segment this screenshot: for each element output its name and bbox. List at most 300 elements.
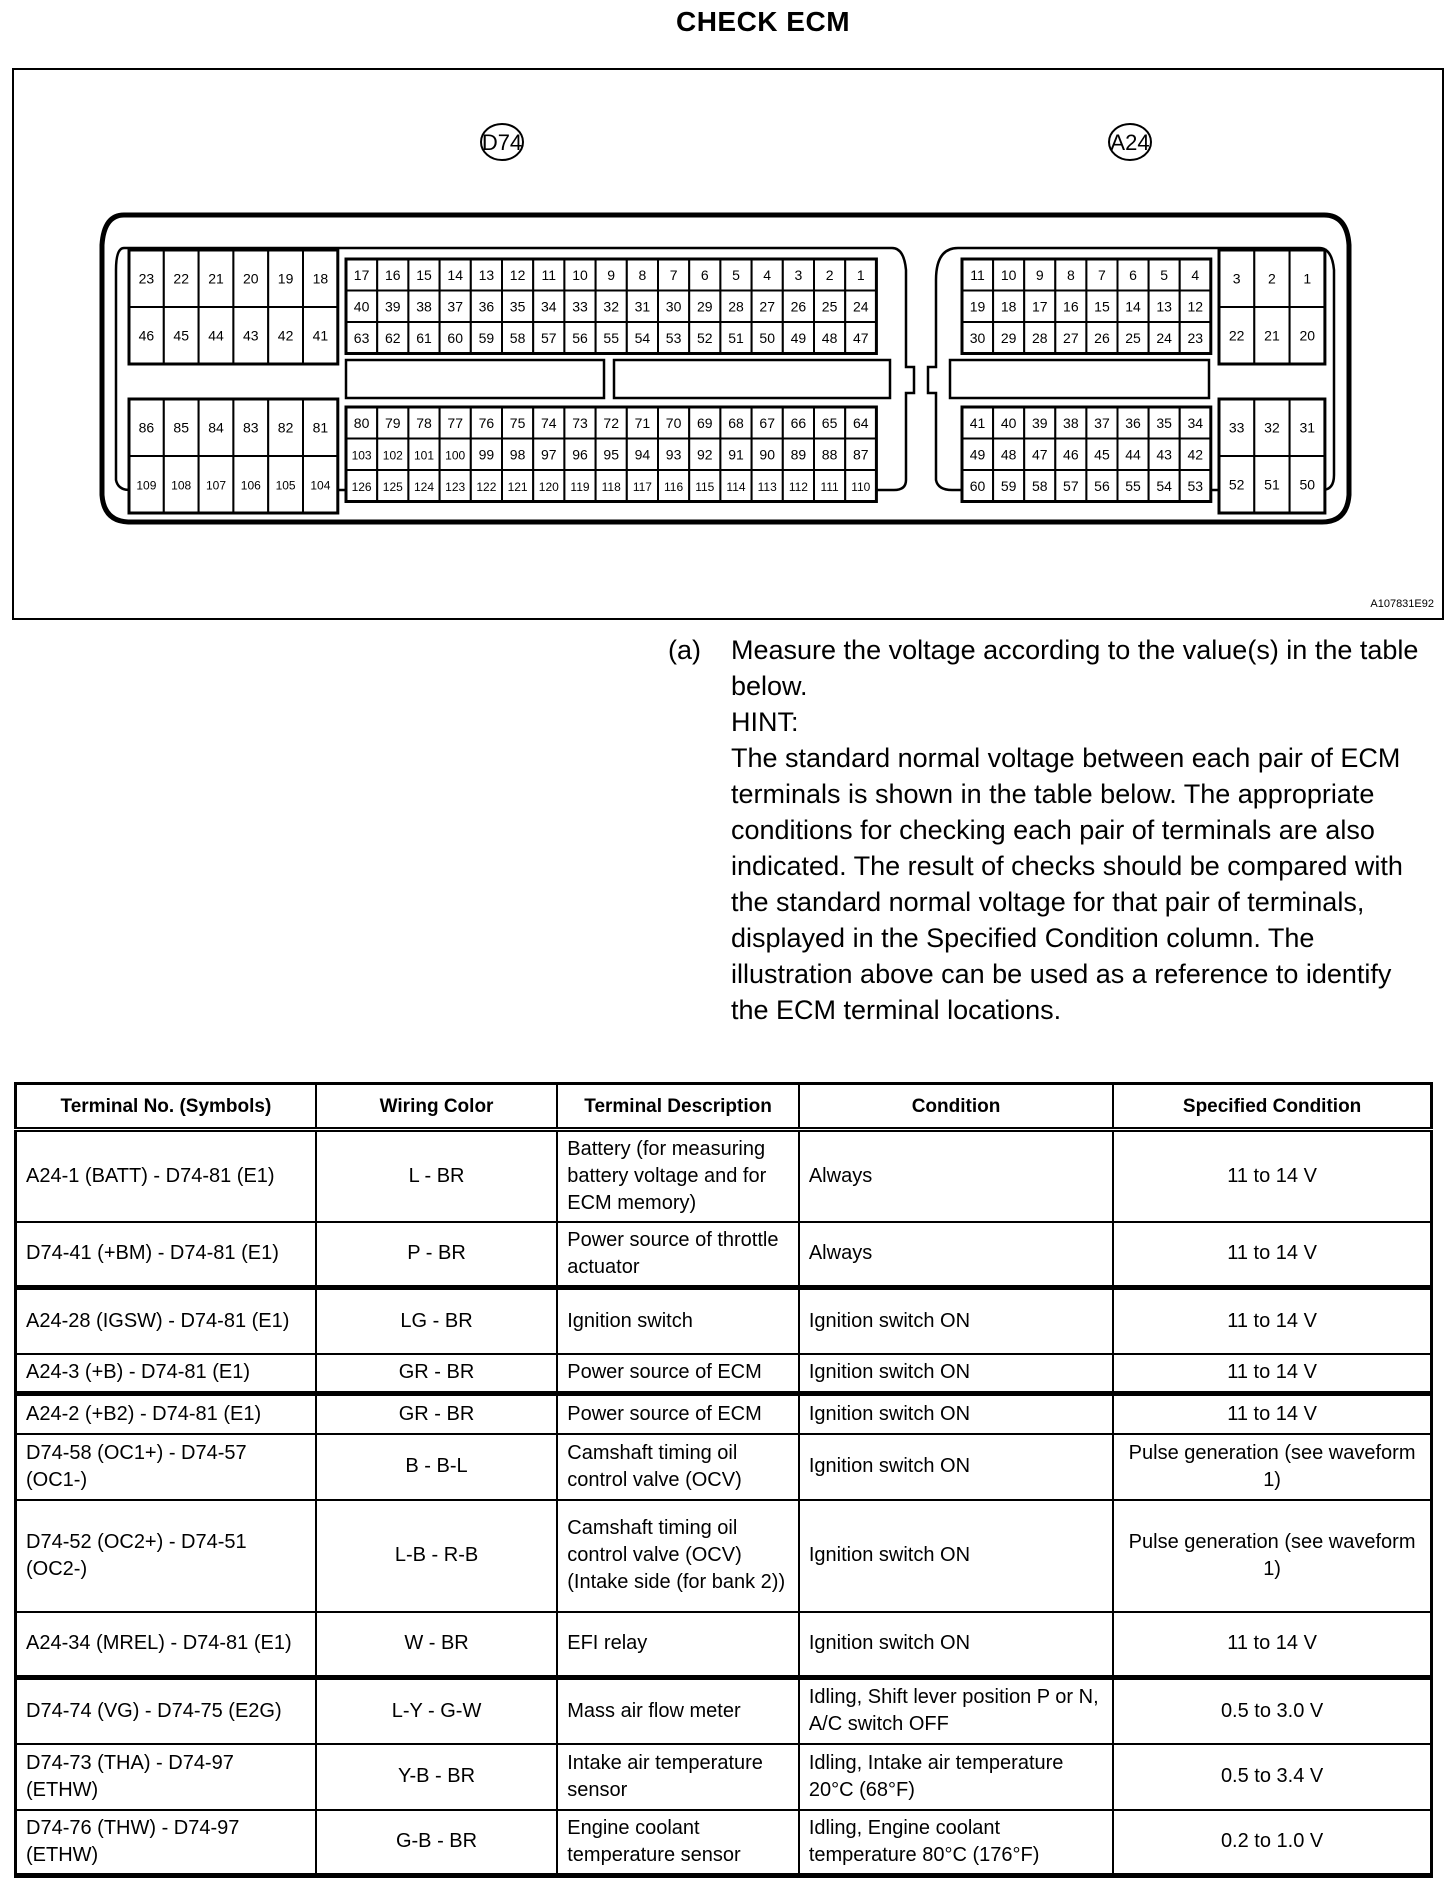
pin-terminal (689, 291, 720, 323)
pin-terminal (720, 470, 751, 502)
pin-number: 103 (351, 448, 372, 463)
pin-number: 58 (509, 329, 526, 346)
pin-terminal (303, 399, 338, 456)
instruction-body (731, 632, 1431, 1028)
pin-number: 10 (572, 266, 588, 283)
pin-terminal (658, 322, 689, 354)
pin-number: 3 (794, 266, 803, 283)
pin-number: 83 (243, 419, 259, 436)
pin-number: 34 (1187, 414, 1204, 431)
pin-terminal (596, 407, 627, 439)
pin-number: 5 (732, 266, 740, 283)
cell-specified-condition: 0.5 to 3.4 V (1113, 1744, 1431, 1810)
table-row (16, 1678, 1432, 1744)
pin-number: 117 (632, 479, 652, 494)
pin-terminal (783, 407, 814, 439)
pin-terminal (596, 470, 627, 502)
pin-number: 104 (310, 478, 331, 493)
pin-number: 82 (277, 419, 294, 436)
pin-terminal (440, 322, 471, 354)
pin-number: 36 (1125, 414, 1141, 431)
pin-number: 74 (541, 414, 557, 431)
pin-terminal (346, 439, 377, 471)
pin-number: 119 (570, 479, 590, 494)
pin-terminal (1086, 470, 1117, 502)
pin-terminal (471, 291, 502, 323)
step-text: Measure the voltage according to the value(s) in the table below. (731, 635, 1419, 701)
cell-specified-condition: 11 to 14 V (1113, 1288, 1431, 1354)
cell-terminal: D74-74 (VG) - D74-75 (E2G) (16, 1678, 316, 1744)
pin-terminal (502, 259, 533, 291)
pin-number: 80 (353, 414, 370, 431)
cell-condition: Idling, Engine coolant temperature 80°C (176°F) (799, 1810, 1113, 1876)
pin-number: 18 (312, 270, 329, 287)
pin-terminal (303, 307, 338, 364)
pin-terminal (1055, 259, 1086, 291)
table-row (16, 1744, 1432, 1810)
pin-terminal (164, 456, 199, 513)
pin-terminal (993, 407, 1024, 439)
pin-terminal (564, 470, 595, 502)
pin-number: 32 (603, 298, 619, 315)
pin-terminal (814, 439, 845, 471)
pin-number: 13 (478, 266, 495, 283)
pin-terminal (658, 407, 689, 439)
pin-terminal (1024, 322, 1055, 354)
cell-specified-condition: 11 to 14 V (1113, 1354, 1431, 1394)
pin-number: 1 (1303, 270, 1312, 287)
pin-number: 9 (1035, 266, 1044, 283)
pin-number: 77 (447, 414, 463, 431)
pin-terminal (377, 439, 408, 471)
cell-wiring-color: L-B - R-B (316, 1500, 557, 1612)
pin-number: 78 (416, 414, 432, 431)
pin-number: 79 (385, 414, 401, 431)
pin-terminal (268, 250, 303, 307)
pin-number: 1 (856, 266, 865, 283)
pin-terminal (1055, 291, 1086, 323)
pin-terminal (408, 291, 439, 323)
pin-number: 14 (1125, 298, 1141, 315)
pin-terminal (1086, 407, 1117, 439)
pin-number: 26 (1094, 329, 1110, 346)
pin-terminal (533, 291, 564, 323)
pin-number: 108 (171, 478, 192, 493)
cell-terminal: D74-76 (THW) - D74-97 (ETHW) (16, 1810, 316, 1876)
pin-terminal (533, 259, 564, 291)
label-text: A24 (1110, 130, 1150, 155)
pin-number: 69 (697, 414, 713, 431)
pin-number: 29 (697, 298, 713, 315)
pin-number: 100 (445, 448, 466, 463)
pin-terminal (471, 322, 502, 354)
pin-number: 42 (277, 327, 294, 344)
pin-terminal (962, 407, 993, 439)
pin-number: 18 (1000, 298, 1017, 315)
pin-number: 42 (1187, 446, 1204, 463)
pin-terminal (564, 291, 595, 323)
header-specified-condition: Specified Condition (1113, 1084, 1431, 1130)
table-row (16, 1810, 1432, 1876)
figure-id: A107831E92 (1370, 598, 1434, 610)
pin-number: 31 (634, 298, 651, 315)
table-row (16, 1130, 1432, 1222)
table-row (16, 1612, 1432, 1678)
pin-number: 15 (1094, 298, 1110, 315)
pin-terminal (1086, 439, 1117, 471)
pin-terminal (1086, 259, 1117, 291)
pin-number: 21 (208, 270, 224, 287)
pin-terminal (993, 259, 1024, 291)
pin-number: 110 (851, 479, 871, 494)
pin-terminal (1024, 470, 1055, 502)
pin-terminal (1149, 470, 1180, 502)
pin-number: 46 (1063, 446, 1079, 463)
pin-number: 55 (603, 329, 619, 346)
pin-terminal (1219, 307, 1254, 364)
cell-specified-condition: Pulse generation (see waveform 1) (1113, 1500, 1431, 1612)
pin-terminal (440, 259, 471, 291)
pin-number: 4 (763, 266, 772, 283)
pin-number: 56 (572, 329, 588, 346)
pin-number: 9 (607, 266, 616, 283)
pin-number: 70 (665, 414, 682, 431)
d74-latch-bar-left (346, 360, 604, 398)
pin-terminal (627, 322, 658, 354)
pin-terminal (408, 322, 439, 354)
pin-terminal (346, 322, 377, 354)
cell-description: Camshaft timing oil control valve (OCV) (557, 1434, 799, 1500)
header-terminal: Terminal No. (Symbols) (16, 1084, 316, 1130)
pin-number: 56 (1094, 477, 1110, 494)
pin-terminal (1254, 307, 1289, 364)
pin-number: 86 (138, 419, 155, 436)
pin-terminal (440, 407, 471, 439)
a24-pin-block (962, 407, 1211, 502)
pin-terminal (564, 259, 595, 291)
pin-number: 75 (509, 414, 526, 431)
pin-number: 24 (1156, 329, 1172, 346)
pin-terminal (658, 259, 689, 291)
pin-number: 8 (1066, 266, 1075, 283)
pin-terminal (164, 307, 199, 364)
pin-number: 68 (728, 414, 744, 431)
pin-number: 66 (790, 414, 807, 431)
cell-specified-condition: 11 to 14 V (1113, 1222, 1431, 1288)
pin-number: 10 (1000, 266, 1017, 283)
pin-number: 118 (601, 479, 621, 494)
pin-number: 27 (1063, 329, 1079, 346)
pin-terminal (533, 470, 564, 502)
pin-number: 3 (1232, 270, 1241, 287)
pin-terminal (1055, 407, 1086, 439)
table-row (16, 1434, 1432, 1500)
pin-terminal (1024, 291, 1055, 323)
a24-latch-bar (950, 360, 1209, 398)
pin-number: 22 (173, 270, 189, 287)
pin-terminal (1254, 250, 1289, 307)
pin-terminal (845, 291, 876, 323)
pin-terminal (1118, 291, 1149, 323)
pin-terminal (962, 470, 993, 502)
pin-terminal (199, 456, 234, 513)
pin-number: 60 (447, 329, 463, 346)
pin-terminal (845, 439, 876, 471)
pin-number: 30 (969, 329, 986, 346)
pin-number: 19 (277, 270, 294, 287)
pin-terminal (233, 307, 268, 364)
cell-terminal: D74-52 (OC2+) - D74-51 (OC2-) (16, 1500, 316, 1612)
cell-specified-condition: 11 to 14 V (1113, 1394, 1431, 1434)
cell-terminal: D74-58 (OC1+) - D74-57 (OC1-) (16, 1434, 316, 1500)
pin-number: 44 (208, 327, 224, 344)
pin-terminal (962, 322, 993, 354)
pin-number: 90 (759, 446, 775, 463)
pin-terminal (377, 291, 408, 323)
pin-number: 35 (509, 298, 526, 315)
pin-number: 124 (413, 479, 435, 494)
pin-number: 89 (790, 446, 807, 463)
pin-terminal (233, 456, 268, 513)
pin-number: 11 (541, 266, 557, 283)
pin-terminal (564, 407, 595, 439)
pin-terminal (993, 439, 1024, 471)
pin-terminal (502, 439, 533, 471)
pin-terminal (1219, 250, 1254, 307)
pin-number: 92 (697, 446, 713, 463)
pin-number: 112 (788, 479, 808, 494)
cell-condition: Idling, Intake air temperature 20°C (68°F) (799, 1744, 1113, 1810)
pin-terminal (814, 470, 845, 502)
pin-number: 28 (1031, 329, 1048, 346)
header-wiring-color: Wiring Color (316, 1084, 557, 1130)
pin-number: 122 (476, 479, 497, 494)
pin-terminal (1149, 407, 1180, 439)
pin-terminal (1118, 470, 1149, 502)
pin-terminal (502, 322, 533, 354)
header-description: Terminal Description (557, 1084, 799, 1130)
cell-wiring-color: L - BR (316, 1130, 557, 1222)
pin-number: 26 (790, 298, 807, 315)
connector-diagram-frame (12, 68, 1444, 620)
pin-number: 46 (138, 327, 155, 344)
pin-terminal (1254, 456, 1289, 513)
pin-terminal (533, 439, 564, 471)
pin-terminal (752, 439, 783, 471)
table-header-row (16, 1084, 1432, 1130)
table-row (16, 1222, 1432, 1288)
pin-terminal (1055, 439, 1086, 471)
pin-number: 44 (1125, 446, 1141, 463)
pin-terminal (1118, 322, 1149, 354)
pin-terminal (1290, 456, 1325, 513)
pin-terminal (689, 322, 720, 354)
pin-number: 20 (243, 270, 259, 287)
pin-terminal (596, 291, 627, 323)
pin-number: 6 (1129, 266, 1137, 283)
pin-number: 12 (509, 266, 526, 283)
pin-number: 45 (173, 327, 189, 344)
pin-number: 59 (1000, 477, 1017, 494)
cell-specified-condition: 0.2 to 1.0 V (1113, 1810, 1431, 1876)
pin-number: 109 (136, 478, 157, 493)
pin-number: 57 (541, 329, 557, 346)
pin-terminal (1180, 322, 1211, 354)
cell-wiring-color: B - B-L (316, 1434, 557, 1500)
cell-condition: Ignition switch ON (799, 1354, 1113, 1394)
pin-number: 12 (1187, 298, 1204, 315)
pin-number: 6 (700, 266, 709, 283)
pin-number: 64 (853, 414, 869, 431)
pin-number: 39 (385, 298, 401, 315)
pin-terminal (814, 407, 845, 439)
pin-terminal (268, 399, 303, 456)
pin-terminal (164, 399, 199, 456)
pin-number: 49 (969, 446, 986, 463)
pin-number: 11 (970, 266, 985, 283)
pin-number: 84 (208, 419, 224, 436)
pin-terminal (689, 407, 720, 439)
pin-terminal (993, 291, 1024, 323)
pin-terminal (1086, 291, 1117, 323)
pin-terminal (440, 291, 471, 323)
connector-label-a24 (1109, 124, 1151, 160)
cell-specified-condition: 0.5 to 3.0 V (1113, 1678, 1431, 1744)
cell-wiring-color: Y-B - BR (316, 1744, 557, 1810)
pin-terminal (1219, 456, 1254, 513)
pin-number: 67 (759, 414, 775, 431)
pin-terminal (129, 456, 164, 513)
terminal-voltage-table (14, 1082, 1433, 1878)
pin-terminal (1180, 291, 1211, 323)
pin-number: 24 (853, 298, 869, 315)
cell-description: Camshaft timing oil control valve (OCV) (Intake side (for bank 2)) (557, 1500, 799, 1612)
cell-condition: Ignition switch ON (799, 1434, 1113, 1500)
pin-terminal (1180, 439, 1211, 471)
pin-terminal (1149, 259, 1180, 291)
pin-number: 51 (728, 329, 744, 346)
a24-pin-block (1219, 250, 1325, 364)
pin-number: 32 (1264, 419, 1280, 436)
pin-terminal (752, 259, 783, 291)
pin-number: 59 (478, 329, 495, 346)
pin-number: 55 (1125, 477, 1141, 494)
step-marker: (a) (668, 635, 701, 665)
pin-number: 47 (1031, 446, 1048, 463)
pin-number: 41 (969, 414, 986, 431)
pin-terminal (377, 407, 408, 439)
pin-terminal (845, 259, 876, 291)
pin-number: 8 (638, 266, 647, 283)
cell-condition: Ignition switch ON (799, 1288, 1113, 1354)
pin-terminal (814, 259, 845, 291)
pin-number: 107 (205, 478, 227, 493)
pin-number: 85 (173, 419, 189, 436)
pin-number: 105 (275, 478, 296, 493)
pin-number: 81 (312, 419, 329, 436)
pin-number: 16 (385, 266, 401, 283)
pin-terminal (720, 439, 751, 471)
cell-condition: Always (799, 1222, 1113, 1288)
pin-terminal (627, 470, 658, 502)
pin-terminal (627, 291, 658, 323)
pin-terminal (502, 470, 533, 502)
pin-number: 17 (353, 266, 370, 283)
pin-terminal (962, 291, 993, 323)
cell-description: Power source of ECM (557, 1394, 799, 1434)
cell-terminal: A24-34 (MREL) - D74-81 (E1) (16, 1612, 316, 1678)
pin-number: 43 (243, 327, 259, 344)
pin-terminal (377, 259, 408, 291)
pin-number: 28 (728, 298, 744, 315)
cell-terminal: A24-1 (BATT) - D74-81 (E1) (16, 1130, 316, 1222)
pin-number: 95 (603, 446, 619, 463)
pin-number: 23 (138, 270, 155, 287)
pin-number: 48 (821, 329, 838, 346)
hint-text: The standard normal voltage between each pair of ECM terminals is shown in the table below. The appropriate conditions for checking each pair of terminals are also indicated. The result of checks should be compared with the standard normal voltage for that pair of terminals, displayed in the Specified Condition column. The illustration above can be used as a reference to identify the ECM terminal locations. (731, 743, 1403, 1025)
pin-number: 52 (697, 329, 713, 346)
page-title: CHECK ECM (675, 6, 851, 37)
pin-terminal (720, 259, 751, 291)
pin-terminal (627, 407, 658, 439)
pin-number: 34 (541, 298, 557, 315)
pin-terminal (502, 291, 533, 323)
pin-terminal (1055, 322, 1086, 354)
pin-terminal (440, 439, 471, 471)
cell-wiring-color: G-B - BR (316, 1810, 557, 1876)
pin-terminal (346, 470, 377, 502)
pin-terminal (346, 259, 377, 291)
pin-terminal (993, 322, 1024, 354)
pin-number: 21 (1264, 327, 1280, 344)
pin-number: 54 (1156, 477, 1172, 494)
pin-number: 31 (1299, 419, 1316, 436)
pin-number: 113 (757, 479, 777, 494)
pin-number: 62 (385, 329, 401, 346)
cell-specified-condition: 11 to 14 V (1113, 1130, 1431, 1222)
pin-terminal (564, 439, 595, 471)
pin-number: 13 (1156, 298, 1172, 315)
pin-terminal (720, 291, 751, 323)
pin-number: 48 (1000, 446, 1017, 463)
pin-terminal (564, 322, 595, 354)
pin-number: 58 (1031, 477, 1048, 494)
pin-number: 20 (1299, 327, 1316, 344)
pin-terminal (199, 250, 234, 307)
pin-terminal (533, 407, 564, 439)
pin-terminal (1024, 259, 1055, 291)
pin-number: 29 (1000, 329, 1017, 346)
pin-terminal (783, 259, 814, 291)
a24-pin-block (962, 259, 1211, 354)
pin-terminal (783, 322, 814, 354)
pin-number: 94 (634, 446, 651, 463)
pin-number: 93 (665, 446, 682, 463)
cell-specified-condition: Pulse generation (see waveform 1) (1113, 1434, 1431, 1500)
pin-number: 17 (1031, 298, 1048, 315)
pin-number: 88 (821, 446, 838, 463)
pin-terminal (752, 322, 783, 354)
pin-terminal (377, 470, 408, 502)
header-condition: Condition (799, 1084, 1113, 1130)
pin-number: 40 (1000, 414, 1017, 431)
pin-number: 5 (1160, 266, 1169, 283)
a24-pin-block (1219, 399, 1325, 513)
cell-description: Battery (for measuring battery voltage and for ECM memory) (557, 1130, 799, 1222)
pin-number: 50 (759, 329, 775, 346)
table-row (16, 1288, 1432, 1354)
pin-terminal (199, 307, 234, 364)
